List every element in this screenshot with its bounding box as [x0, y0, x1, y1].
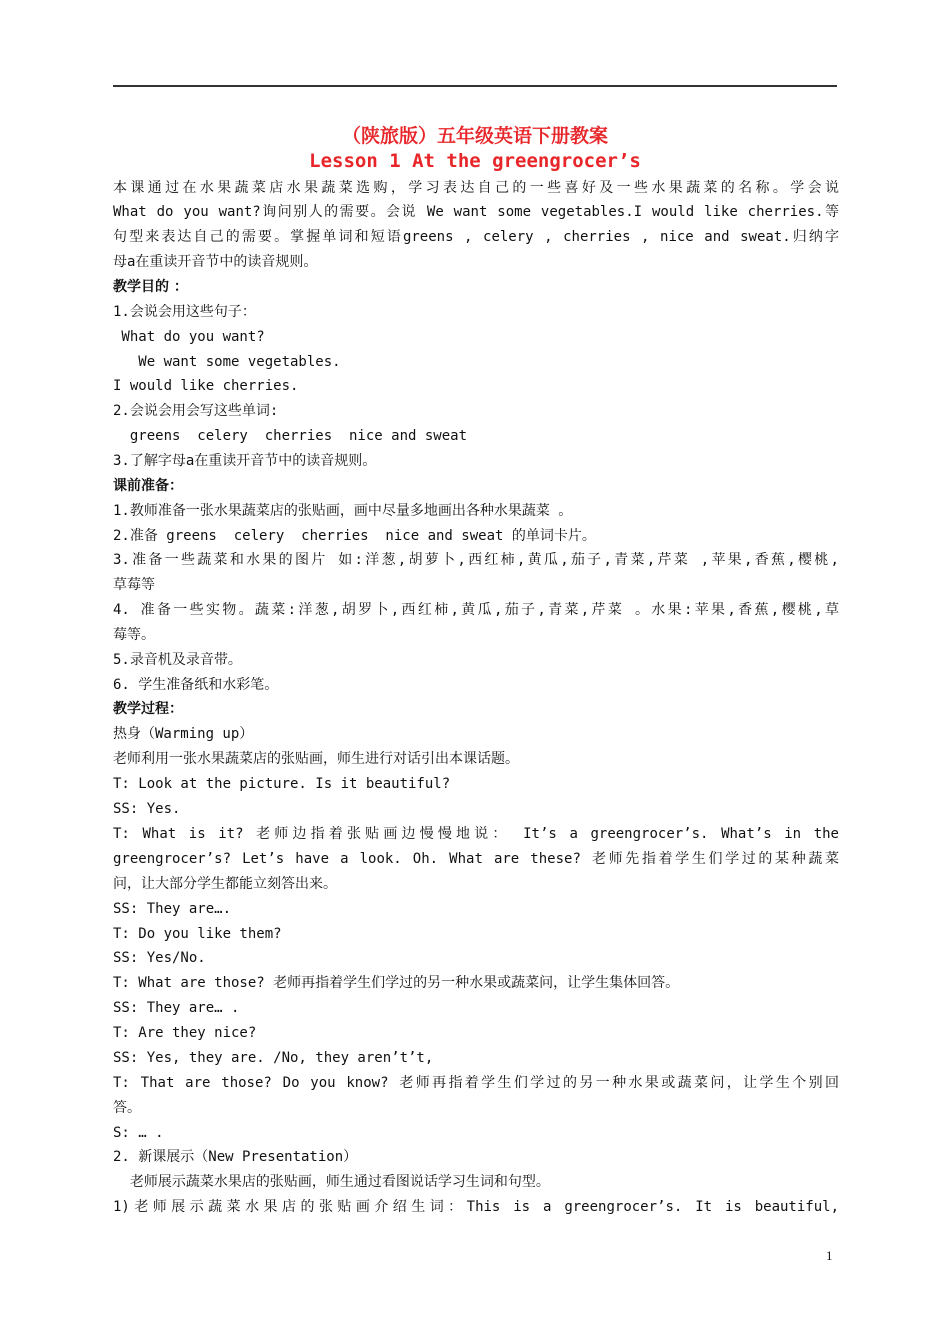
text-line: 草莓等 — [113, 577, 155, 593]
text-line: 莓等。 — [113, 627, 155, 643]
text-line: SS: They are…. — [113, 901, 232, 917]
text-line: greens celery cherries nice and sweat — [113, 428, 468, 444]
text-line: 4. 准备一些实物。蔬菜:洋葱,胡罗卜,西红柿,黄瓜,茄子,青菜,芹菜 。水果:苹果,香蕉,樱桃,草 — [113, 602, 839, 618]
text-line: 6. 学生准备纸和水彩笔。 — [113, 677, 279, 693]
text-line: 问，让大部分学生都能立刻答出来。 — [113, 876, 337, 892]
text-line: 热身（Warming up） — [113, 726, 254, 742]
text-line: 本课通过在水果蔬菜店水果蔬菜选购，学习表达自己的一些喜好及一些水果蔬菜的名称。学会说 — [113, 180, 839, 196]
text-line: T: What are those? 老师再指着学生们学过的另一种水果或蔬菜问，让学生集体回答。 — [113, 975, 680, 991]
text-line: 1.会说会用这些句子： — [113, 304, 256, 320]
section-heading: 教学过程： — [113, 701, 183, 717]
text-line: 2.准备 greens celery cherries nice and sweat 的单词卡片。 — [113, 528, 596, 544]
text-line: 5.录音机及录音带。 — [113, 652, 242, 668]
text-line: SS: Yes, they are. /No, they aren’t’t, — [113, 1050, 434, 1066]
text-line: T: Are they nice? — [113, 1025, 257, 1041]
text-line: greengrocer’s? Let’s have a look. Oh. What are these? 老师先指着学生们学过的某种蔬菜 — [113, 851, 839, 867]
header-rule — [113, 85, 837, 87]
text-line: T: Look at the picture. Is it beautiful? — [113, 776, 451, 792]
text-line: 2.会说会用会写这些单词: — [113, 403, 279, 419]
text-line: SS: Yes. — [113, 801, 181, 817]
document-subtitle: Lesson 1 At the greengrocer’s — [309, 150, 641, 172]
text-line: What do you want? — [113, 329, 265, 345]
text-line: 3.了解字母a在重读开音节中的读音规则。 — [113, 453, 377, 469]
text-line: 老师展示蔬菜水果店的张贴画，师生通过看图说话学习生词和句型。 — [113, 1174, 550, 1190]
text-line: 1)老师展示蔬菜水果店的张贴画介绍生词：This is a greengrocer’s. It is beautiful, — [113, 1199, 839, 1215]
section-heading: 课前准备： — [113, 478, 183, 494]
text-line: 老师利用一张水果蔬菜店的张贴画，师生进行对话引出本课话题。 — [113, 751, 519, 767]
section-heading: 教学目的 ： — [113, 279, 188, 295]
text-line: 答。 — [113, 1100, 141, 1116]
text-line: We want some vegetables. — [113, 354, 341, 370]
text-line: S: … . — [113, 1125, 164, 1141]
text-line: SS: They are… . — [113, 1000, 240, 1016]
text-line: What do you want?询问别人的需要。会说 We want some vegetables.I would like cherries.等 — [113, 204, 839, 220]
text-line: 句型来表达自己的需要。掌握单词和短语greens , celery , cherries , nice and sweat.归纳字 — [113, 229, 839, 245]
text-line: SS: Yes/No. — [113, 950, 206, 966]
text-line: T: What is it? 老师边指着张贴画边慢慢地说： It’s a greengrocer’s. What’s in the — [113, 826, 839, 842]
document-title: （陕旅版）五年级英语下册教案 — [341, 125, 608, 147]
text-line: T: Do you like them? — [113, 926, 282, 942]
text-line: 1.教师准备一张水果蔬菜店的张贴画，画中尽量多地画出各种水果蔬菜 。 — [113, 503, 573, 519]
text-line: I would like cherries. — [113, 378, 299, 394]
text-line: 2. 新课展示（New Presentation） — [113, 1149, 358, 1165]
page-number: 1 — [826, 1248, 833, 1263]
text-line: 3.准备一些蔬菜和水果的图片 如:洋葱,胡萝卜,西红柿,黄瓜,茄子,青菜,芹菜 ,苹果,香蕉,樱桃, — [113, 552, 839, 568]
text-line: 母a在重读开音节中的读音规则。 — [113, 254, 318, 270]
text-line: T: That are those? Do you know? 老师再指着学生们学过的另一种水果或蔬菜问，让学生个别回 — [113, 1075, 839, 1091]
